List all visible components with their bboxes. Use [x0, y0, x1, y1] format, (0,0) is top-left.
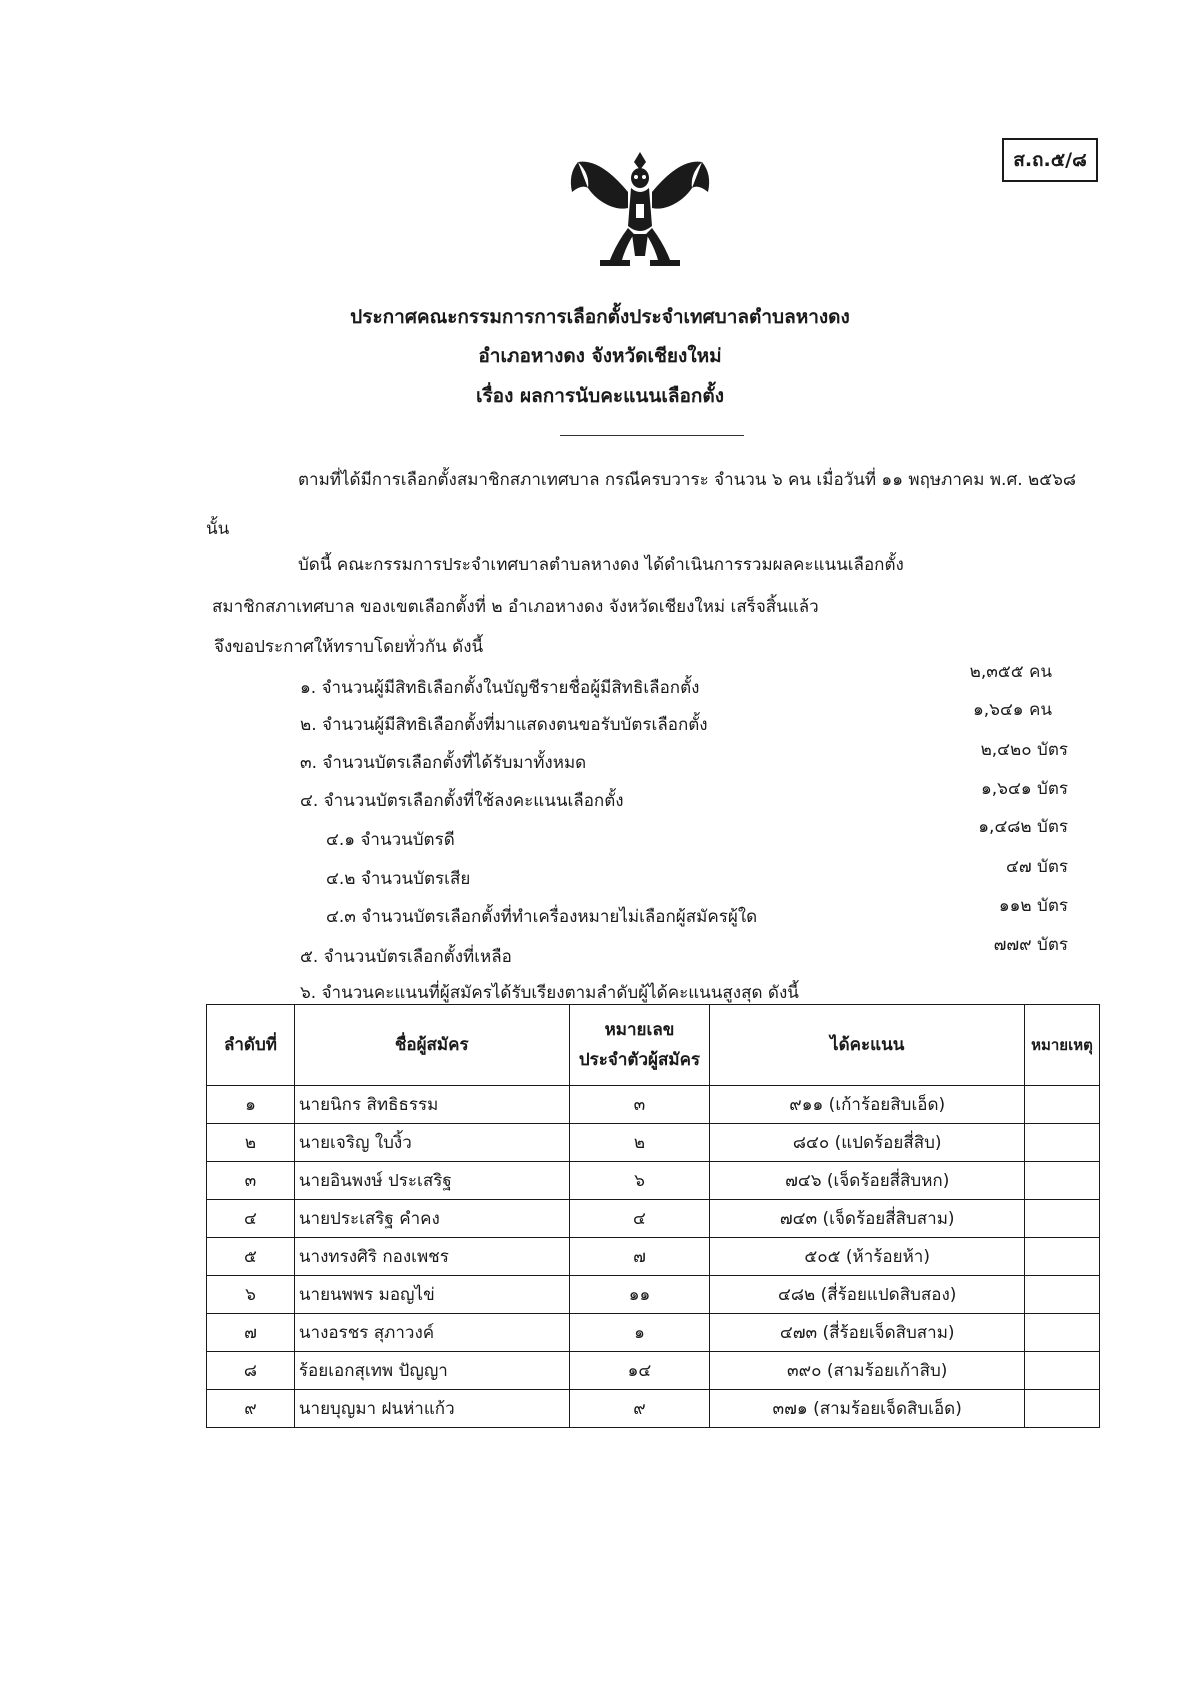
cell-number: ๑	[569, 1314, 710, 1352]
header-name: ชื่อผู้สมัคร	[294, 1005, 569, 1086]
cell-name: นายนิกร สิทธิธรรม	[294, 1086, 569, 1124]
table-row	[207, 1314, 1100, 1352]
stat-label: ๔.๑ จำนวนบัตรดี	[326, 830, 455, 850]
stat-value: ๑,๖๔๑ คน	[972, 700, 1052, 720]
cell-remark	[1024, 1162, 1099, 1200]
stat-label: ๔. จำนวนบัตรเลือกตั้งที่ใช้ลงคะแนนเลือกตั้ง	[300, 791, 624, 811]
stat-value: ๒,๓๕๕ คน	[969, 662, 1052, 682]
table-row	[207, 1276, 1100, 1314]
cell-votes: ๙๑๑ (เก้าร้อยสิบเอ็ด)	[710, 1086, 1025, 1124]
cell-number: ๓	[569, 1086, 710, 1124]
cell-number: ๗	[569, 1238, 710, 1276]
cell-rank: ๒	[207, 1124, 295, 1162]
cell-rank: ๑	[207, 1086, 295, 1124]
cell-votes: ๓๙๐ (สามร้อยเก้าสิบ)	[710, 1352, 1025, 1390]
form-code-box	[1002, 138, 1098, 182]
cell-number: ๑๑	[569, 1276, 710, 1314]
cell-number: ๙	[569, 1390, 710, 1428]
title-line-2: อำเภอหางดง จังหวัดเชียงใหม่	[478, 345, 722, 367]
body-line-2: สมาชิกสภาเทศบาล ของเขตเลือกตั้งที่ ๒ อำเภอหางดง จังหวัดเชียงใหม่ เสร็จสิ้นแล้ว	[212, 597, 819, 617]
stat-label: ๓. จำนวนบัตรเลือกตั้งที่ได้รับมาทั้งหมด	[300, 753, 587, 773]
table-row	[207, 1124, 1100, 1162]
cell-number: ๒	[569, 1124, 710, 1162]
cell-name: นายเจริญ ใบงิ้ว	[294, 1124, 569, 1162]
intro-line-2: นั้น	[206, 519, 230, 539]
cell-name: ร้อยเอกสุเทพ ปัญญา	[294, 1352, 569, 1390]
cell-rank: ๕	[207, 1238, 295, 1276]
title-line-3: เรื่อง ผลการนับคะแนนเลือกตั้ง	[475, 385, 724, 407]
cell-rank: ๔	[207, 1200, 295, 1238]
cell-number: ๖	[569, 1162, 710, 1200]
table-header-row	[207, 1005, 1100, 1086]
title-line-1: ประกาศคณะกรรมการการเลือกตั้งประจำเทศบาลตำบลหางดง	[350, 306, 850, 328]
header-number-line-2: ประจำตัวผู้สมัคร	[578, 1050, 701, 1070]
intro-line-1: ตามที่ได้มีการเลือกตั้งสมาชิกสภาเทศบาล กรณีครบวาระ จำนวน ๖ คน เมื่อวันที่ ๑๑ พฤษภาคม พ.ศ. ๒๕๖๘	[298, 470, 1077, 490]
cell-votes: ๗๔๖ (เจ็ดร้อยสี่สิบหก)	[710, 1162, 1025, 1200]
stat-value: ๑,๔๘๒ บัตร	[978, 817, 1068, 837]
stat-label: ๕. จำนวนบัตรเลือกตั้งที่เหลือ	[300, 947, 512, 967]
cell-name: นายบุญมา ฝนห่าแก้ว	[294, 1390, 569, 1428]
title-divider	[560, 435, 744, 436]
cell-rank: ๙	[207, 1390, 295, 1428]
cell-rank: ๘	[207, 1352, 295, 1390]
table-row	[207, 1238, 1100, 1276]
cell-votes: ๔๘๒ (สี่ร้อยแปดสิบสอง)	[710, 1276, 1025, 1314]
cell-number: ๔	[569, 1200, 710, 1238]
table-row	[207, 1086, 1100, 1124]
stat-label: ๔.๓ จำนวนบัตรเลือกตั้งที่ทำเครื่องหมายไม่เลือกผู้สมัครผู้ใด	[326, 907, 758, 927]
stat-value: ๒,๔๒๐ บัตร	[980, 740, 1068, 760]
table-row	[207, 1200, 1100, 1238]
cell-number: ๑๔	[569, 1352, 710, 1390]
stat-value: ๑,๖๔๑ บัตร	[980, 779, 1068, 799]
stat-label: ๔.๒ จำนวนบัตรเสีย	[326, 869, 471, 889]
cell-rank: ๓	[207, 1162, 295, 1200]
body-line-1: บัดนี้ คณะกรรมการประจำเทศบาลตำบลหางดง ได้ดำเนินการรวมผลคะแนนเลือกตั้ง	[298, 555, 904, 575]
cell-votes: ๔๗๓ (สี่ร้อยเจ็ดสิบสาม)	[710, 1314, 1025, 1352]
cell-votes: ๓๗๑ (สามร้อยเจ็ดสิบเอ็ด)	[710, 1390, 1025, 1428]
cell-rank: ๗	[207, 1314, 295, 1352]
table-row	[207, 1390, 1100, 1428]
cell-remark	[1024, 1276, 1099, 1314]
cell-name: นายประเสริฐ คำคง	[294, 1200, 569, 1238]
header-remark: หมายเหตุ	[1024, 1005, 1099, 1086]
cell-remark	[1024, 1390, 1099, 1428]
cell-name: นางทรงศิริ กองเพชร	[294, 1238, 569, 1276]
header-rank: ลำดับที่	[207, 1005, 295, 1086]
stat-value: ๑๑๒ บัตร	[998, 896, 1068, 916]
stat-value: ๔๗ บัตร	[1005, 857, 1068, 877]
garuda-emblem-icon	[560, 148, 720, 278]
stat-value: ๗๗๙ บัตร	[993, 935, 1068, 955]
cell-votes: ๕๐๕ (ห้าร้อยห้า)	[710, 1238, 1025, 1276]
results-table	[206, 1004, 1100, 1428]
cell-remark	[1024, 1200, 1099, 1238]
header-number-line-1: หมายเลข	[604, 1020, 675, 1040]
cell-votes: ๘๔๐ (แปดร้อยสี่สิบ)	[710, 1124, 1025, 1162]
stat-label: ๑. จำนวนผู้มีสิทธิเลือกตั้งในบัญชีรายชื่อผู้มีสิทธิเลือกตั้ง	[300, 678, 700, 698]
cell-remark	[1024, 1238, 1099, 1276]
cell-name: นายนพพร มอญไข่	[294, 1276, 569, 1314]
cell-remark	[1024, 1124, 1099, 1162]
table-row	[207, 1352, 1100, 1390]
cell-remark	[1024, 1086, 1099, 1124]
cell-remark	[1024, 1314, 1099, 1352]
header-votes: ได้คะแนน	[710, 1005, 1025, 1086]
cell-votes: ๗๔๓ (เจ็ดร้อยสี่สิบสาม)	[710, 1200, 1025, 1238]
table-row	[207, 1162, 1100, 1200]
header-number	[569, 1005, 710, 1086]
form-code: ส.ถ.๕/๘	[1013, 149, 1087, 171]
cell-rank: ๖	[207, 1276, 295, 1314]
votes-heading: ๖. จำนวนคะแนนที่ผู้สมัครได้รับเรียงตามลำดับผู้ได้คะแนนสูงสุด ดังนี้	[300, 983, 799, 1003]
cell-name: นายอินพงษ์ ประเสริฐ	[294, 1162, 569, 1200]
body-line-3: จึงขอประกาศให้ทราบโดยทั่วกัน ดังนี้	[214, 637, 484, 657]
stat-label: ๒. จำนวนผู้มีสิทธิเลือกตั้งที่มาแสดงตนขอรับบัตรเลือกตั้ง	[300, 715, 708, 735]
cell-name: นางอรชร สุภาวงค์	[294, 1314, 569, 1352]
cell-remark	[1024, 1352, 1099, 1390]
